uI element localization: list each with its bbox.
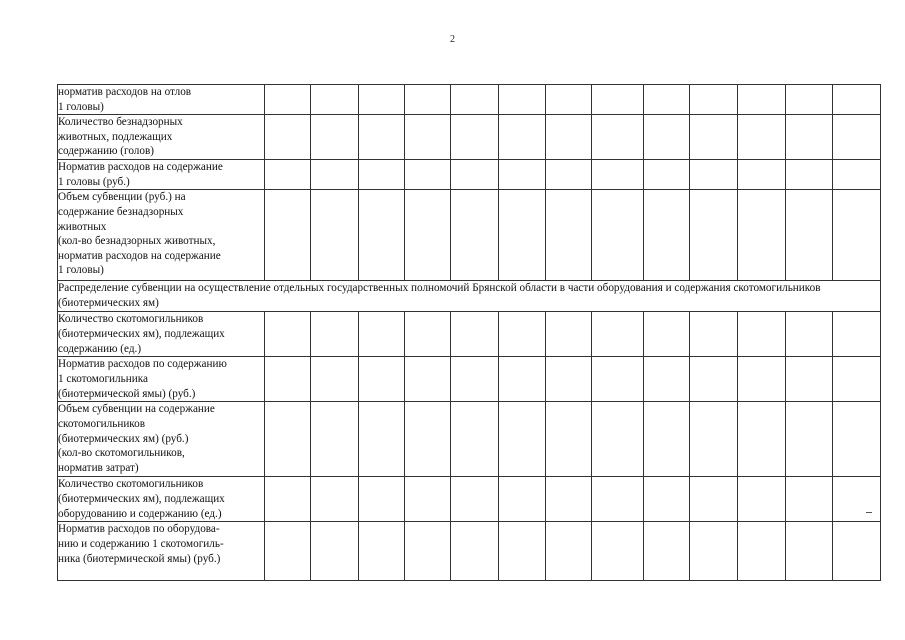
empty-value-cell bbox=[690, 160, 738, 190]
empty-value-cell bbox=[264, 160, 310, 190]
empty-value-cell bbox=[644, 312, 690, 357]
empty-value-cell bbox=[310, 312, 358, 357]
empty-value-cell bbox=[310, 477, 358, 522]
empty-value-cell bbox=[832, 160, 880, 190]
empty-value-cell bbox=[785, 160, 832, 190]
empty-value-cell bbox=[738, 190, 785, 281]
row-label-cell: Норматив расходов по содержанию 1 скотомогильника (биотермической ямы) (руб.) bbox=[58, 357, 265, 402]
empty-value-cell bbox=[498, 85, 545, 115]
row-label-cell: Количество скотомогильников (биотермических ям), подлежащих оборудованию и содержанию (ед.) bbox=[58, 477, 265, 522]
empty-value-cell bbox=[498, 357, 545, 402]
row-label-cell: Количество безнадзорных животных, подлежащих содержанию (голов) bbox=[58, 115, 265, 160]
empty-value-cell bbox=[451, 115, 498, 160]
empty-value-cell bbox=[545, 402, 591, 477]
row-label-cell: Норматив расходов по оборудова- нию и содержанию 1 скотомогиль- ника (биотермической ямы) (руб.) bbox=[58, 522, 265, 581]
table-row bbox=[58, 160, 881, 190]
empty-value-cell bbox=[690, 357, 738, 402]
empty-value-cell bbox=[591, 312, 643, 357]
empty-value-cell bbox=[545, 160, 591, 190]
empty-value-cell bbox=[451, 477, 498, 522]
empty-value-cell bbox=[738, 477, 785, 522]
empty-value-cell bbox=[451, 522, 498, 581]
empty-value-cell bbox=[644, 477, 690, 522]
empty-value-cell bbox=[405, 190, 451, 281]
empty-value-cell bbox=[310, 160, 358, 190]
empty-value-cell bbox=[785, 522, 832, 581]
row-label-cell: Количество скотомогильников (биотермических ям), подлежащих содержанию (ед.) bbox=[58, 312, 265, 357]
table-row bbox=[58, 402, 881, 477]
empty-value-cell bbox=[591, 477, 643, 522]
row-label-cell: Объем субвенции на содержание скотомогильников (биотермических ям) (руб.) (кол-во скотомогильников, норматив затрат) bbox=[58, 402, 265, 477]
empty-value-cell bbox=[738, 402, 785, 477]
empty-value-cell bbox=[690, 115, 738, 160]
empty-value-cell bbox=[644, 190, 690, 281]
table-row bbox=[58, 190, 881, 281]
empty-value-cell bbox=[264, 357, 310, 402]
empty-value-cell bbox=[644, 402, 690, 477]
empty-value-cell bbox=[545, 85, 591, 115]
empty-value-cell bbox=[359, 160, 405, 190]
row-label-cell: норматив расходов на отлов 1 головы) bbox=[58, 85, 265, 115]
subvention-table bbox=[57, 84, 881, 581]
empty-value-cell bbox=[832, 477, 880, 522]
empty-value-cell bbox=[738, 357, 785, 402]
empty-value-cell bbox=[644, 160, 690, 190]
empty-value-cell bbox=[359, 115, 405, 160]
empty-value-cell bbox=[451, 402, 498, 477]
empty-value-cell bbox=[545, 115, 591, 160]
empty-value-cell bbox=[264, 85, 310, 115]
empty-value-cell bbox=[264, 312, 310, 357]
empty-value-cell bbox=[359, 477, 405, 522]
empty-value-cell bbox=[785, 312, 832, 357]
empty-value-cell bbox=[359, 85, 405, 115]
empty-value-cell bbox=[690, 85, 738, 115]
row-label-cell: Объем субвенции (руб.) на содержание безнадзорных животных (кол-во безнадзорных животных, норматив расходов на содержание 1 головы) bbox=[58, 190, 265, 281]
empty-value-cell bbox=[690, 312, 738, 357]
empty-value-cell bbox=[405, 312, 451, 357]
empty-value-cell bbox=[264, 402, 310, 477]
empty-value-cell bbox=[738, 85, 785, 115]
section-heading-cell: Распределение субвенции на осуществление отдельных государственных полномочий Брянской области в части оборудования и содержания скотомогильников (биотермических ям) bbox=[58, 281, 881, 312]
empty-value-cell bbox=[738, 522, 785, 581]
table-row bbox=[58, 312, 881, 357]
row-label-cell: Норматив расходов на содержание 1 головы (руб.) bbox=[58, 160, 265, 190]
empty-value-cell bbox=[498, 190, 545, 281]
table-row bbox=[58, 522, 881, 581]
empty-value-cell bbox=[690, 522, 738, 581]
empty-value-cell bbox=[832, 190, 880, 281]
empty-value-cell bbox=[785, 190, 832, 281]
empty-value-cell bbox=[690, 402, 738, 477]
empty-value-cell bbox=[498, 522, 545, 581]
empty-value-cell bbox=[451, 190, 498, 281]
empty-value-cell bbox=[359, 190, 405, 281]
empty-value-cell bbox=[545, 190, 591, 281]
empty-value-cell bbox=[451, 160, 498, 190]
empty-value-cell bbox=[591, 190, 643, 281]
empty-value-cell bbox=[785, 402, 832, 477]
table-row bbox=[58, 85, 881, 115]
empty-value-cell bbox=[405, 160, 451, 190]
empty-value-cell bbox=[310, 190, 358, 281]
empty-value-cell bbox=[310, 85, 358, 115]
empty-value-cell bbox=[591, 402, 643, 477]
empty-value-cell bbox=[591, 85, 643, 115]
empty-value-cell bbox=[690, 477, 738, 522]
table-row bbox=[58, 477, 881, 522]
empty-value-cell bbox=[832, 115, 880, 160]
empty-value-cell bbox=[832, 402, 880, 477]
empty-value-cell bbox=[264, 522, 310, 581]
empty-value-cell bbox=[591, 522, 643, 581]
empty-value-cell bbox=[591, 115, 643, 160]
empty-value-cell bbox=[359, 402, 405, 477]
table-row bbox=[58, 357, 881, 402]
stray-dash-mark bbox=[866, 512, 872, 513]
empty-value-cell bbox=[644, 522, 690, 581]
empty-value-cell bbox=[498, 115, 545, 160]
empty-value-cell bbox=[785, 85, 832, 115]
empty-value-cell bbox=[451, 312, 498, 357]
empty-value-cell bbox=[738, 115, 785, 160]
empty-value-cell bbox=[264, 115, 310, 160]
empty-value-cell bbox=[644, 115, 690, 160]
empty-value-cell bbox=[405, 477, 451, 522]
empty-value-cell bbox=[545, 357, 591, 402]
empty-value-cell bbox=[310, 357, 358, 402]
empty-value-cell bbox=[405, 115, 451, 160]
empty-value-cell bbox=[451, 357, 498, 402]
empty-value-cell bbox=[545, 522, 591, 581]
empty-value-cell bbox=[785, 477, 832, 522]
empty-value-cell bbox=[738, 312, 785, 357]
empty-value-cell bbox=[359, 522, 405, 581]
empty-value-cell bbox=[785, 115, 832, 160]
empty-value-cell bbox=[545, 312, 591, 357]
empty-value-cell bbox=[310, 522, 358, 581]
empty-value-cell bbox=[832, 522, 880, 581]
empty-value-cell bbox=[498, 160, 545, 190]
empty-value-cell bbox=[591, 160, 643, 190]
empty-value-cell bbox=[264, 477, 310, 522]
table-row bbox=[58, 281, 881, 312]
empty-value-cell bbox=[545, 477, 591, 522]
empty-value-cell bbox=[310, 115, 358, 160]
empty-value-cell bbox=[498, 402, 545, 477]
empty-value-cell bbox=[832, 312, 880, 357]
empty-value-cell bbox=[405, 357, 451, 402]
empty-value-cell bbox=[310, 402, 358, 477]
empty-value-cell bbox=[498, 477, 545, 522]
empty-value-cell bbox=[644, 85, 690, 115]
page-number: 2 bbox=[450, 34, 455, 45]
empty-value-cell bbox=[738, 160, 785, 190]
empty-value-cell bbox=[359, 357, 405, 402]
empty-value-cell bbox=[405, 402, 451, 477]
empty-value-cell bbox=[405, 85, 451, 115]
empty-value-cell bbox=[690, 190, 738, 281]
empty-value-cell bbox=[451, 85, 498, 115]
empty-value-cell bbox=[264, 190, 310, 281]
empty-value-cell bbox=[591, 357, 643, 402]
empty-value-cell bbox=[498, 312, 545, 357]
table-row bbox=[58, 115, 881, 160]
empty-value-cell bbox=[832, 357, 880, 402]
empty-value-cell bbox=[644, 357, 690, 402]
empty-value-cell bbox=[405, 522, 451, 581]
empty-value-cell bbox=[359, 312, 405, 357]
empty-value-cell bbox=[785, 357, 832, 402]
empty-value-cell bbox=[832, 85, 880, 115]
